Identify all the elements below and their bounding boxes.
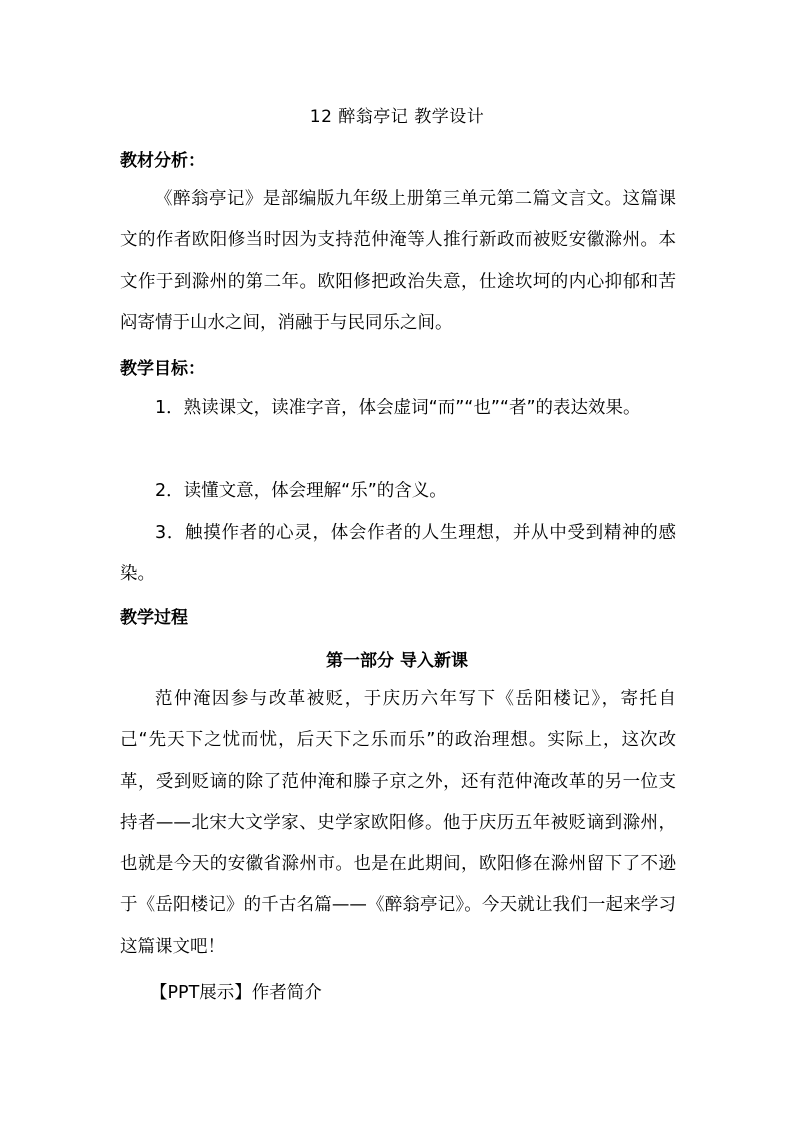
process-heading: 教学过程 [120,608,188,628]
analysis-paragraph: 《醉翁亭记》是部编版九年级上册第三单元第二篇文言文。这篇课文的作者欧阳修当时因为支持范仲淹等人推行新政而被贬安徽滁州。本文作于到滁州的第二年。欧阳修把政治失意，仕途坎坷的内心抑郁和苦闷寄情于山水之间，消融于与民同乐之间。 [120,189,676,333]
goal-item-3: 3．触摸作者的心灵，体会作者的人生理想，并从中受到精神的感染。 [120,523,676,585]
goal-item-1: 1．熟读课文，读准字音，体会虚词“而”“也”“者”的表达效果。 [155,398,641,418]
analysis-heading: 教材分析： [120,151,205,171]
goals-heading: 教学目标： [120,359,205,379]
part1-paragraph: 范仲淹因参与改革被贬，于庆历六年写下《岳阳楼记》，寄托自己“先天下之忧而忧，后天下之乐而乐”的政治理想。实际上，这次改革，受到贬谪的除了范仲淹和滕子京之外，还有范仲淹改革的另一位支持者——北宋大文学家、史学家欧阳修。他于庆历五年被贬谪到滁州，也就是今天的安徽省滁州市。也是在此期间，欧阳修在滁州留下了不逊于《岳阳楼记》的千古名篇——《醉翁亭记》。今天就让我们一起来学习这篇课文吧！ [120,689,676,957]
goal-item-2: 2．读懂文意，体会理解“乐”的含义。 [155,481,447,501]
document-title: 12 醉翁亭记 教学设计 [309,107,485,127]
part1-title: 第一部分 导入新课 [326,651,468,671]
ppt-show-line: 【PPT展示】作者简介 [150,983,322,1003]
